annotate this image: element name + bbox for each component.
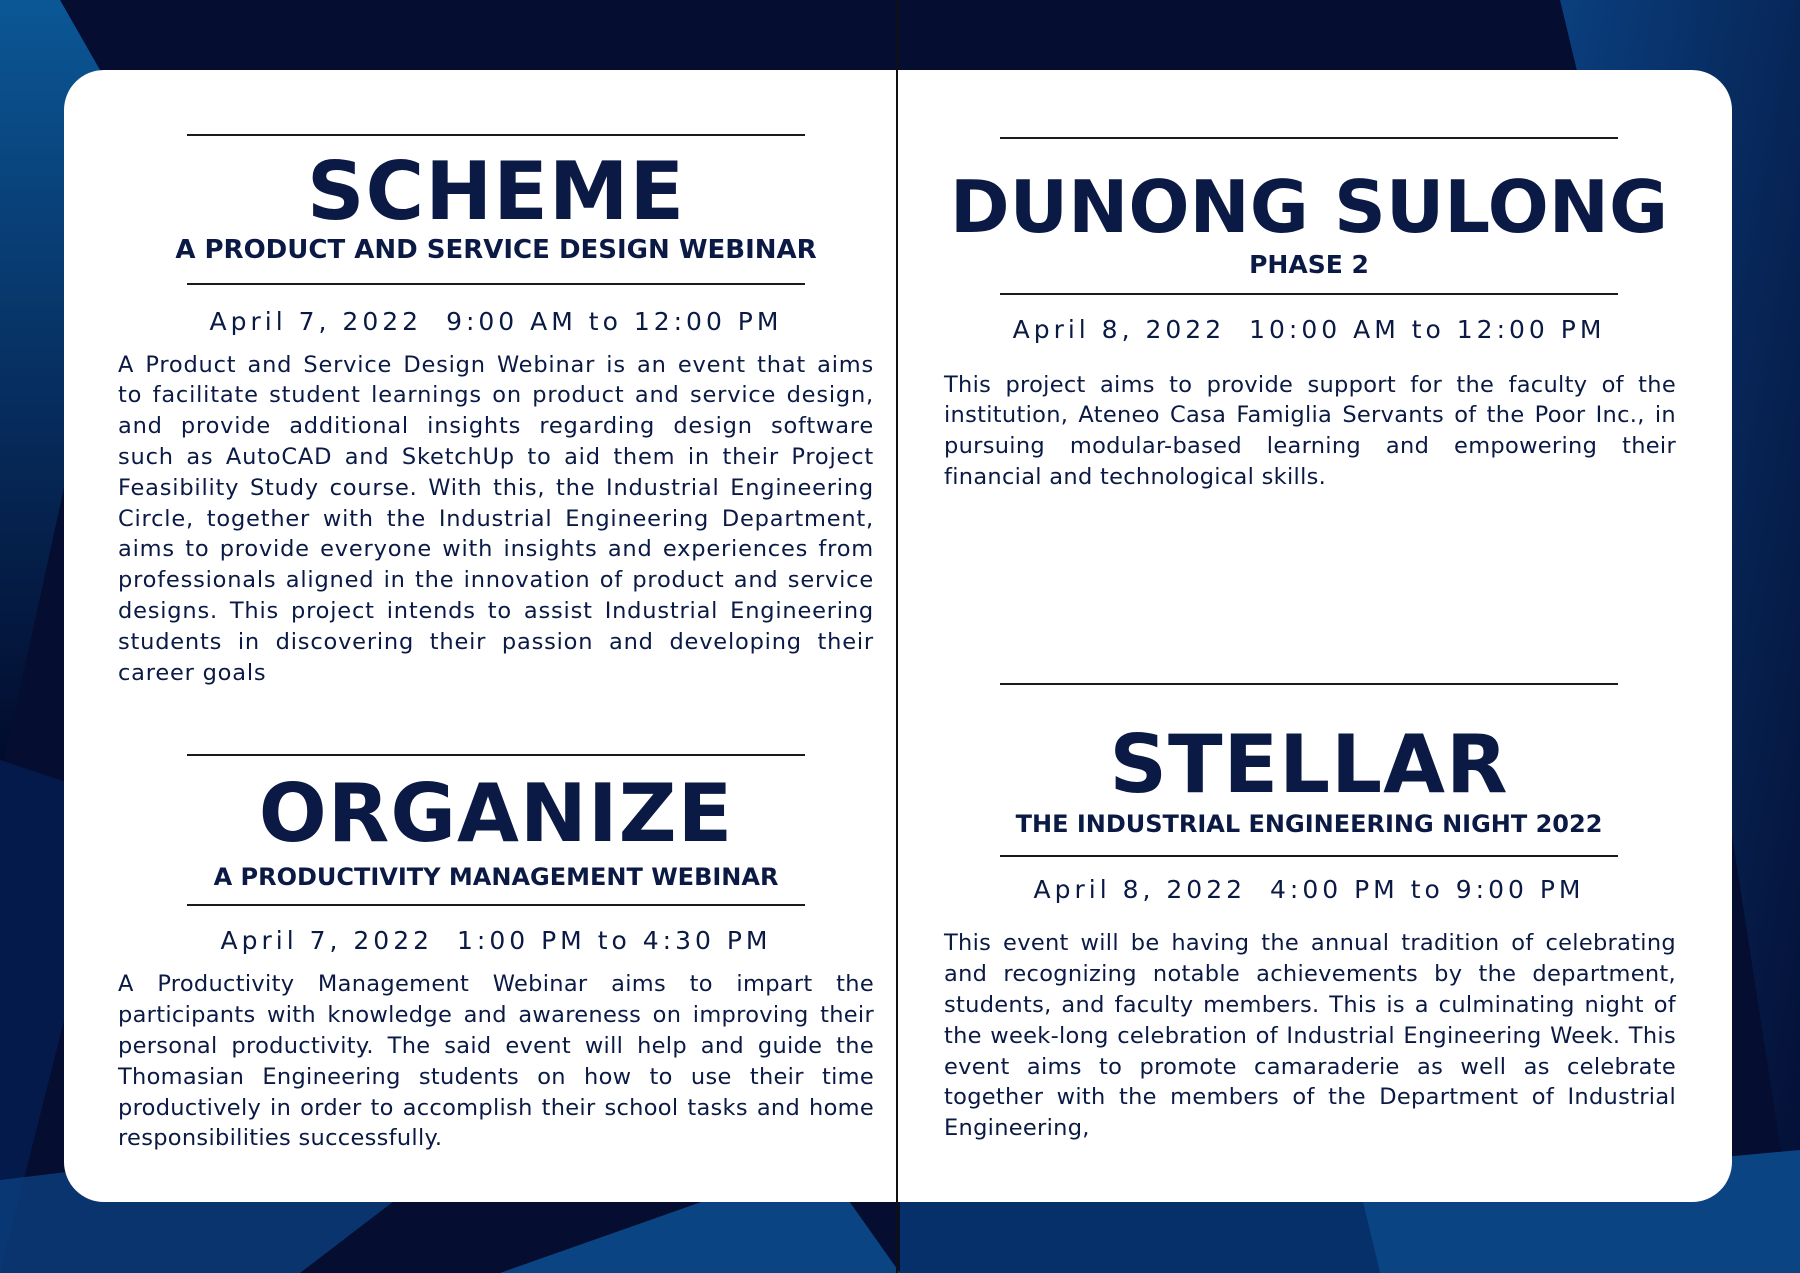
event-subtitle: A PRODUCTIVITY MANAGEMENT WEBINAR — [213, 863, 779, 891]
rule-top — [1000, 683, 1618, 685]
event-description: This event will be having the annual tradition of celebrating and recognizing notable achievements by the department, students, and faculty members. This is a culminating night of the week-long celebration of Industrial Engineering Week. This event aims to promote camaraderie as well as celebrate together with the members of the Department of Industrial Engineering, — [944, 930, 1676, 1142]
event-datetime — [922, 315, 1696, 344]
rule-bottom — [1000, 855, 1618, 857]
rule-bottom — [1000, 293, 1618, 295]
event-title: ORGANIZE — [258, 767, 734, 860]
event-subtitle: THE INDUSTRIAL ENGINEERING NIGHT 2022 — [1015, 810, 1603, 838]
event-datetime — [118, 307, 874, 336]
event-organize — [118, 754, 874, 1154]
event-datetime — [118, 926, 874, 955]
rule-bottom — [187, 904, 805, 906]
event-title: SCHEME — [306, 145, 686, 238]
center-divider — [896, 0, 898, 1273]
rule-top — [187, 134, 805, 136]
event-time: 10:00 AM to 12:00 PM — [1249, 314, 1606, 344]
event-datetime — [922, 875, 1696, 904]
event-description: This project aims to provide support for the faculty of the institution, Ateneo Casa Famiglia Servants of the Poor Inc., in pursuing modular-based learning and empowering their financial and technological skills. — [944, 371, 1676, 490]
event-subtitle: A PRODUCT AND SERVICE DESIGN WEBINAR — [175, 235, 817, 265]
rule-bottom — [187, 283, 805, 285]
event-title: DUNONG SULONG — [949, 165, 1669, 249]
event-date: April 8, 2022 — [1012, 314, 1226, 344]
event-description: A Productivity Management Webinar aims to impart the participants with knowledge and awareness on improving their personal productivity. The said event will help and guide the Thomasian Engineering students on how to use their time productively in order to accomplish their school tasks and home responsibilities successfully. — [118, 971, 874, 1152]
rule-top — [187, 754, 805, 756]
event-time: 9:00 AM to 12:00 PM — [446, 306, 783, 336]
event-subtitle: PHASE 2 — [1249, 250, 1369, 279]
event-title: STELLAR — [1109, 718, 1509, 811]
event-stellar — [922, 683, 1696, 1144]
event-time: 1:00 PM to 4:30 PM — [457, 926, 772, 956]
event-description: A Product and Service Design Webinar is an event that aims to facilitate student learnings on product and service design, and provide additional insights regarding design software such as AutoCAD and SketchUp to aid them in their Project Feasibility Study course. With this, the Industrial Engineering Circle, together with the Industrial Engineering Department, aims to provide everyone with insights and experiences from professionals aligned in the innovation of product and service designs. This project intends to assist Industrial Engineering students in discovering their passion and developing their career goals — [118, 351, 874, 686]
event-time: 4:00 PM to 9:00 PM — [1270, 875, 1585, 905]
event-date: April 8, 2022 — [1033, 875, 1247, 905]
rule-top — [1000, 137, 1618, 139]
event-date: April 7, 2022 — [209, 306, 423, 336]
event-scheme — [118, 134, 874, 688]
event-dunong-sulong — [922, 137, 1696, 493]
event-date: April 7, 2022 — [220, 926, 434, 956]
